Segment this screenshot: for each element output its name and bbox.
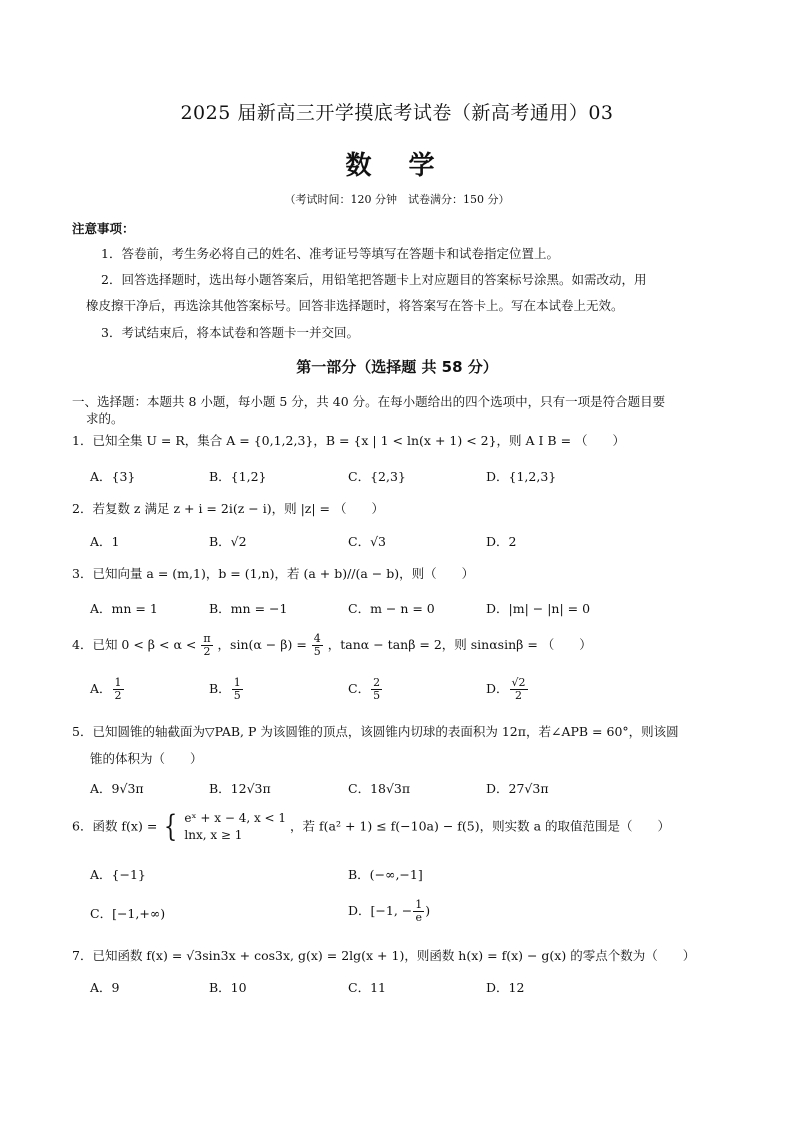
question-4-option-d: D． $\frac{√2}{2}$ [486, 676, 526, 702]
note-item-2: 2．回答选择题时，选出每小题答案后，用铅笔把答题卡上对应题目的答案标号涂黑。如需改动，用 [101, 272, 647, 287]
question-3-option-d: D．|m| − |n| = 0 [486, 601, 591, 616]
question-6-option-b: B．(−∞,−1] [348, 867, 423, 882]
question-5-stem-continued: 锥的体积为（ ） [90, 751, 203, 766]
question-4-stem-part-3: ，tanα − tanβ = 2，则 sinαsinβ = （ ） [327, 637, 592, 652]
exam-time-info: （考试时间：120 分钟 试卷满分：150 分） [284, 193, 510, 206]
exam-title: 2025 届新高三开学摸底考试卷（新高考通用）03 [180, 102, 614, 124]
question-5-option-a: A．9√3π [90, 781, 144, 796]
piecewise-cases: eˣ + x − 4, x < 1 lnx, x ≥ 1 [184, 811, 287, 842]
pi-over-2-fraction: $\frac{\pi}{2}$ [203, 632, 211, 658]
question-6-stem-part-1: 6．函数 f(x) = [72, 818, 158, 834]
question-1-stem: 1．已知全集 U = R，集合 A = {0,1,2,3}，B = {x | 1 < ln(x + 1) < 2}，则 A I B = （ ） [72, 433, 626, 448]
question-1-option-c: C．{2,3} [348, 469, 406, 484]
question-4-option-c: C． $\frac{2}{5}$ [348, 676, 381, 702]
question-7-option-a: A．9 [90, 980, 120, 995]
question-7-option-b: B．10 [209, 980, 247, 995]
question-6-option-c: C．[−1,+∞) [90, 906, 166, 921]
question-5-option-c: C．18√3π [348, 781, 411, 796]
note-item-3: 3．考试结束后，将本试卷和答题卡一并交回。 [101, 325, 359, 340]
question-7-option-d: D．12 [486, 980, 525, 995]
question-7-stem: 7．已知函数 f(x) = √3sin3x + cos3x, g(x) = 2lg(x + 1)，则函数 h(x) = f(x) − g(x) 的零点个数为（ ） [72, 948, 696, 963]
four-fifths-fraction: $\frac{4}{5}$ [313, 632, 321, 658]
left-brace-icon: { [164, 809, 178, 844]
question-4-stem-part-1: 4．已知 0 < β < α < [72, 637, 197, 652]
section-intro-continued: 求的。 [86, 411, 124, 426]
section-title: 第一部分（选择题 共 58 分） [296, 358, 498, 376]
note-item-1: 1．答卷前，考生务必将自己的姓名、准考证号等填写在答题卡和试卷指定位置上。 [101, 246, 559, 261]
note-item-2-continued: 橡皮擦干净后，再选涂其他答案标号。回答非选择题时，将答案写在答卡上。写在本试卷上无效。 [86, 298, 624, 313]
question-5-option-b: B．12√3π [209, 781, 271, 796]
question-2-option-b: B．√2 [209, 534, 247, 549]
question-3-option-a: A．mn = 1 [90, 601, 158, 616]
question-4-stem-part-2: ，sin(α − β) = [217, 637, 307, 652]
question-2-option-d: D．2 [486, 534, 517, 549]
question-1-option-b: B．{1,2} [209, 469, 267, 484]
question-5-stem: 5．已知圆锥的轴截面为▽PAB, P 为该圆锥的顶点，该圆锥内切球的表面积为 12π，若∠APB = 60°，则该圆 [72, 724, 679, 739]
question-3-option-b: B．mn = −1 [209, 601, 288, 616]
question-1-option-a: A．{3} [90, 469, 136, 484]
subject-title: 数 学 [345, 151, 449, 181]
question-1-option-d: D．{1,2,3} [486, 469, 557, 484]
question-7-option-c: C．11 [348, 980, 386, 995]
question-6-option-a: A．{−1} [90, 867, 146, 882]
question-4-option-b: B． $\frac{1}{5}$ [209, 676, 241, 702]
section-intro: 一、选择题：本题共 8 小题，每小题 5 分，共 40 分。在每小题给出的四个选项中，只有一项是符合题目要 [72, 394, 666, 409]
question-3-stem: 3．已知向量 a = (m,1)，b = (1,n)，若 (a + b)//(a − b)，则（ ） [72, 566, 475, 581]
question-4-stem [72, 633, 592, 658]
question-2-stem: 2．若复数 z 满足 z + i = 2i(z − i)，则 |z| = （ ） [72, 501, 384, 516]
question-6-option-d: D．[−1, − $\frac{1}{e}$ ) [348, 898, 431, 924]
question-6-stem [72, 810, 670, 844]
question-3-option-c: C．m − n = 0 [348, 601, 435, 616]
notes-heading: 注意事项： [72, 221, 135, 236]
question-4-option-a: A． $\frac{1}{2}$ [90, 676, 122, 702]
question-2-option-c: C．√3 [348, 534, 386, 549]
question-5-option-d: D．27√3π [486, 781, 549, 796]
question-2-option-a: A．1 [90, 534, 120, 549]
question-6-stem-part-2: ，若 f(a² + 1) ≤ f(−10a) − f(5)，则实数 a 的取值范围是（ ） [290, 818, 671, 834]
